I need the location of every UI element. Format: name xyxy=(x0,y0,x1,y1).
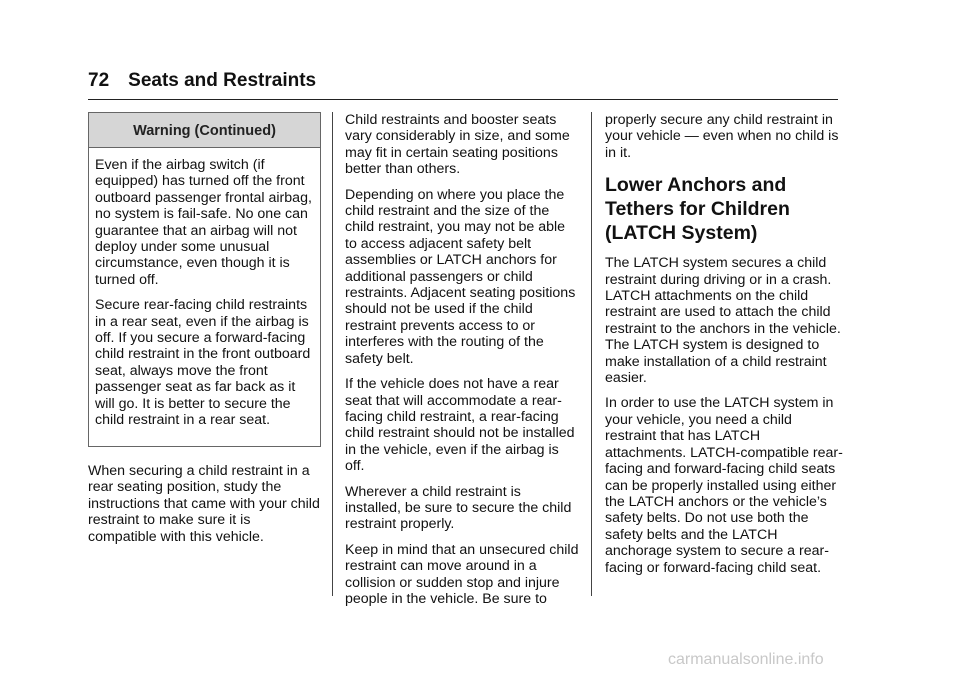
paragraph: In order to use the LATCH system in your vehicle, you need a child restraint that has LATCH attachments. LATCH-compatible rear-facing and forward-facing child seats can be properly installed using either the LATCH anchors or the vehicle’s safety belts. Do not use both the safety belts and the LATCH anchorage system to secure a rear-facing or forward-facing child seat. xyxy=(605,395,843,576)
page-number: 72 xyxy=(88,70,110,91)
paragraph: Depending on where you place the child restraint and the size of the child restraint, you may not be able to access adjacent safety belt assemblies or LATCH anchors for additional passengers or child restraints. Adjacent seating positions should not be used if the child restraint prevents access to or interferes with the routing of the safety belt. xyxy=(345,186,576,367)
watermark: carmanualsonline.info xyxy=(668,651,824,668)
header-rule xyxy=(88,99,838,100)
section-title: Seats and Restraints xyxy=(128,70,317,91)
warning-title: Warning (Continued) xyxy=(89,113,320,148)
paragraph: The LATCH system secures a child restraint during driving or in a crash. LATCH attachments on the child restraint are used to attach the child restraint to the anchors in the vehicle. The LATCH system is designed to make installation of a child restraint easier. xyxy=(605,255,841,387)
paragraph: Child restraints and booster seats vary considerably in size, and some may fit in certain seating positions better than others. xyxy=(345,112,570,178)
warning-paragraph: Even if the airbag switch (if equipped) has turned off the front outboard passenger frontal airbag, no system is fail-safe. No one can guarantee that an airbag will not deploy under some unusual circumstance, even though it is turned off. xyxy=(95,157,312,288)
paragraph: When securing a child restraint in a rear seating position, study the instructions that came with your child restraint to make sure it is compatible with this vehicle. xyxy=(88,463,320,545)
paragraph: Keep in mind that an unsecured child restraint can move around in a collision or sudden stop and injure people in the vehicle. Be sure to xyxy=(345,541,579,607)
paragraph: Wherever a child restraint is installed, be sure to secure the child restraint properly. xyxy=(345,483,572,533)
column-3 xyxy=(605,112,845,585)
warning-paragraph: Secure rear-facing child restraints in a rear seat, even if the airbag is off. If you secure a forward-facing child restraint in the front outboard seat, always move the front passenger seat as far back as it will go. It is better to secure the child restraint in a rear seat. xyxy=(95,297,311,429)
column-1-text xyxy=(88,463,320,554)
warning-body xyxy=(89,148,320,429)
column-divider xyxy=(591,112,592,596)
warning-box xyxy=(88,112,321,447)
section-heading: Lower Anchors and Tethers for Children (LATCH System) xyxy=(605,174,790,245)
column-2 xyxy=(345,112,580,616)
paragraph: properly secure any child restraint in your vehicle — even when no child is in it. xyxy=(605,112,839,161)
column-divider xyxy=(332,112,333,596)
page-header xyxy=(88,70,316,92)
paragraph: If the vehicle does not have a rear seat that will accommodate a rear-facing child restraint, a rear-facing child restraint should not be installed in the vehicle, even if the airbag is off. xyxy=(345,376,575,475)
